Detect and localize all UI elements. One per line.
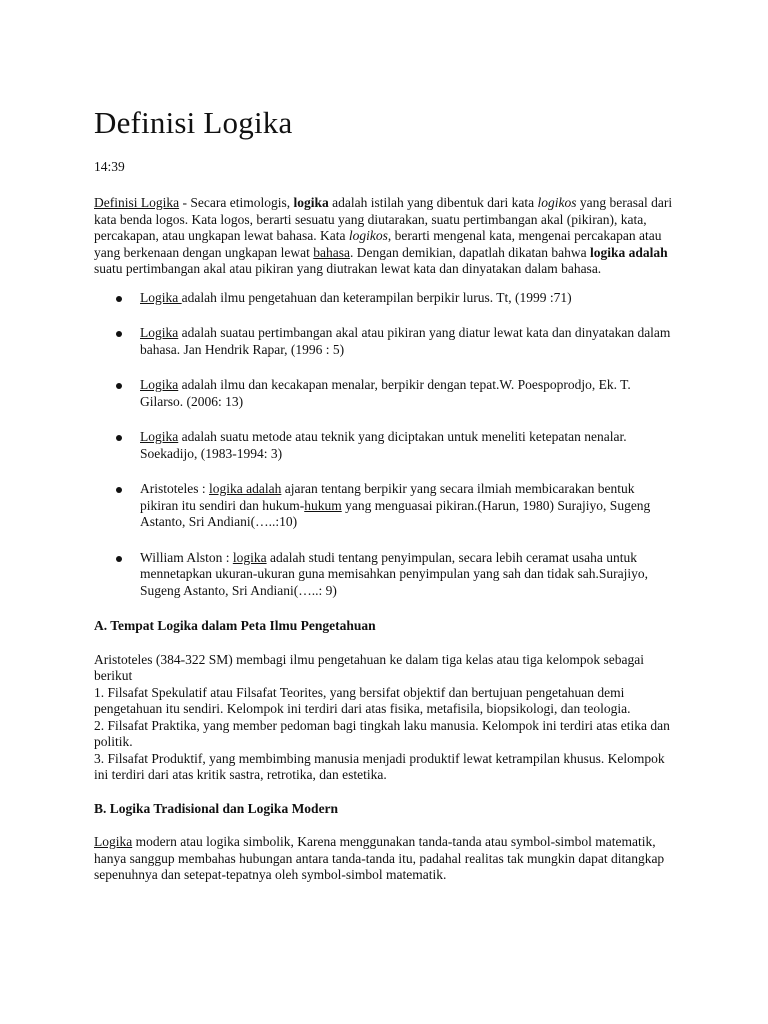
logika-link[interactable]: logika [232, 549, 267, 565]
page-title: Definisi Logika [94, 105, 293, 140]
list-item: Aristoteles : logika adalah ajaran tentang berpikir yang secara ilmiah membicarakan bentuk pikiran itu sendiri dan hukum-hukum yang menguasai pikiran.(Harun, 1980) Surajiyo, Sugeng Astanto, Sri Andiani(…..:10) [116, 481, 674, 531]
section-a-line: 1. Filsafat Spekulatif atau Filsafat Teorites, yang bersifat objektif dan bertujuan pengetahuan demi pengetahuan itu sendiri. Kelompok ini terdiri dari atas fisika, metafisila, biopsikologi, dan teologia. [94, 684, 631, 716]
definition-list [94, 290, 674, 600]
intro-paragraph: Definisi Logika - Secara etimologis, logika adalah istilah yang dibentuk dari kata logikos yang berasal dari kata benda logos. Kata logos, berarti sesuatu yang diutarakan, suatu pertimbangan akal (pikiran), kata, percakapan, atau ungkapan lewat bahasa. Kata logikos, berarti mengenal kata, mengenai percakapan atau yang berkenaan dengan ungkapan lewat bahasa. Dengan demikian, dapatlah dikatan bahwa logika adalah suatu pertimbangan akal atau pikiran yang diutrakan lewat kata dan dinyatakan dalam bahasa. [94, 195, 673, 276]
bullet-icon [116, 296, 122, 302]
section-a-body [94, 652, 674, 784]
list-item: Logika adalah ilmu dan kecakapan menalar, berpikir dengan tepat.W. Poespoprodjo, Ek. T. Gilarso. (2006: 13) [116, 377, 674, 410]
logika-link[interactable]: Logika [140, 325, 179, 340]
section-b-paragraph: Logika modern atau logika simbolik, Karena menggunakan tanda-tanda atau symbol-simbol matematik, hanya sanggup membahas hubungan antara tanda-tanda itu, padahal realitas tak mungkin dapat ditangkap sepenuhnya dan setepat-tepatnya oleh symbol-simbol matematik. [94, 834, 665, 882]
section-a-line: 3. Filsafat Produktif, yang membimbing manusia menjadi produktif lewat ketrampilan khusus. Kelompok ini terdiri dari atas kritik sastra, retrotika, dan estetika. [94, 750, 665, 782]
definisi-logika-link[interactable]: Definisi Logika [94, 195, 180, 210]
section-a-heading: A. Tempat Logika dalam Peta Ilmu Pengetahuan [94, 618, 376, 633]
bullet-icon [116, 556, 122, 562]
logika-link[interactable]: Logika [140, 429, 179, 444]
bullet-icon [116, 487, 122, 493]
list-item: Logika adalah suatau pertimbangan akal atau pikiran yang diatur lewat kata dan dinyatakan dalam bahasa. Jan Hendrik Rapar, (1996 : 5) [116, 325, 674, 358]
list-item: William Alston : logika adalah studi tentang penyimpulan, secara lebih ceramat usaha untuk mennetapkan ukuran-ukuran guna memisahkan penyimpulan yang sah dan tidak sah.Surajiyo, Sugeng Astanto, Sri Andiani(…..: 9) [116, 550, 674, 600]
timestamp: 14:39 [94, 159, 125, 174]
logika-link[interactable]: Logika [140, 289, 182, 305]
logika-adalah-link[interactable]: logika adalah [209, 481, 282, 496]
bahasa-link[interactable]: bahasa [313, 244, 351, 260]
hukum-link[interactable]: hukum [304, 497, 342, 513]
section-a-line: Aristoteles (384-322 SM) membagi ilmu pengetahuan ke dalam tiga kelas atau tiga kelompok sebagai berikut [94, 651, 644, 683]
bullet-icon [116, 383, 122, 389]
section-b-heading: B. Logika Tradisional dan Logika Modern [94, 800, 339, 816]
list-item: Logika adalah ilmu pengetahuan dan keterampilan berpikir lurus. Tt, (1999 :71) [116, 290, 674, 307]
logika-link[interactable]: Logika [140, 377, 179, 392]
bullet-icon [116, 331, 122, 337]
logika-link[interactable]: Logika [94, 834, 133, 849]
bullet-icon [116, 435, 122, 441]
list-item: Logika adalah suatu metode atau teknik yang diciptakan untuk meneliti ketepatan nenalar. Soekadijo, (1983-1994: 3) [116, 429, 674, 462]
section-a-line: 2. Filsafat Praktika, yang member pedoman bagi tingkah laku manusia. Kelompok ini terdiri atas etika dan politik. [94, 717, 670, 749]
